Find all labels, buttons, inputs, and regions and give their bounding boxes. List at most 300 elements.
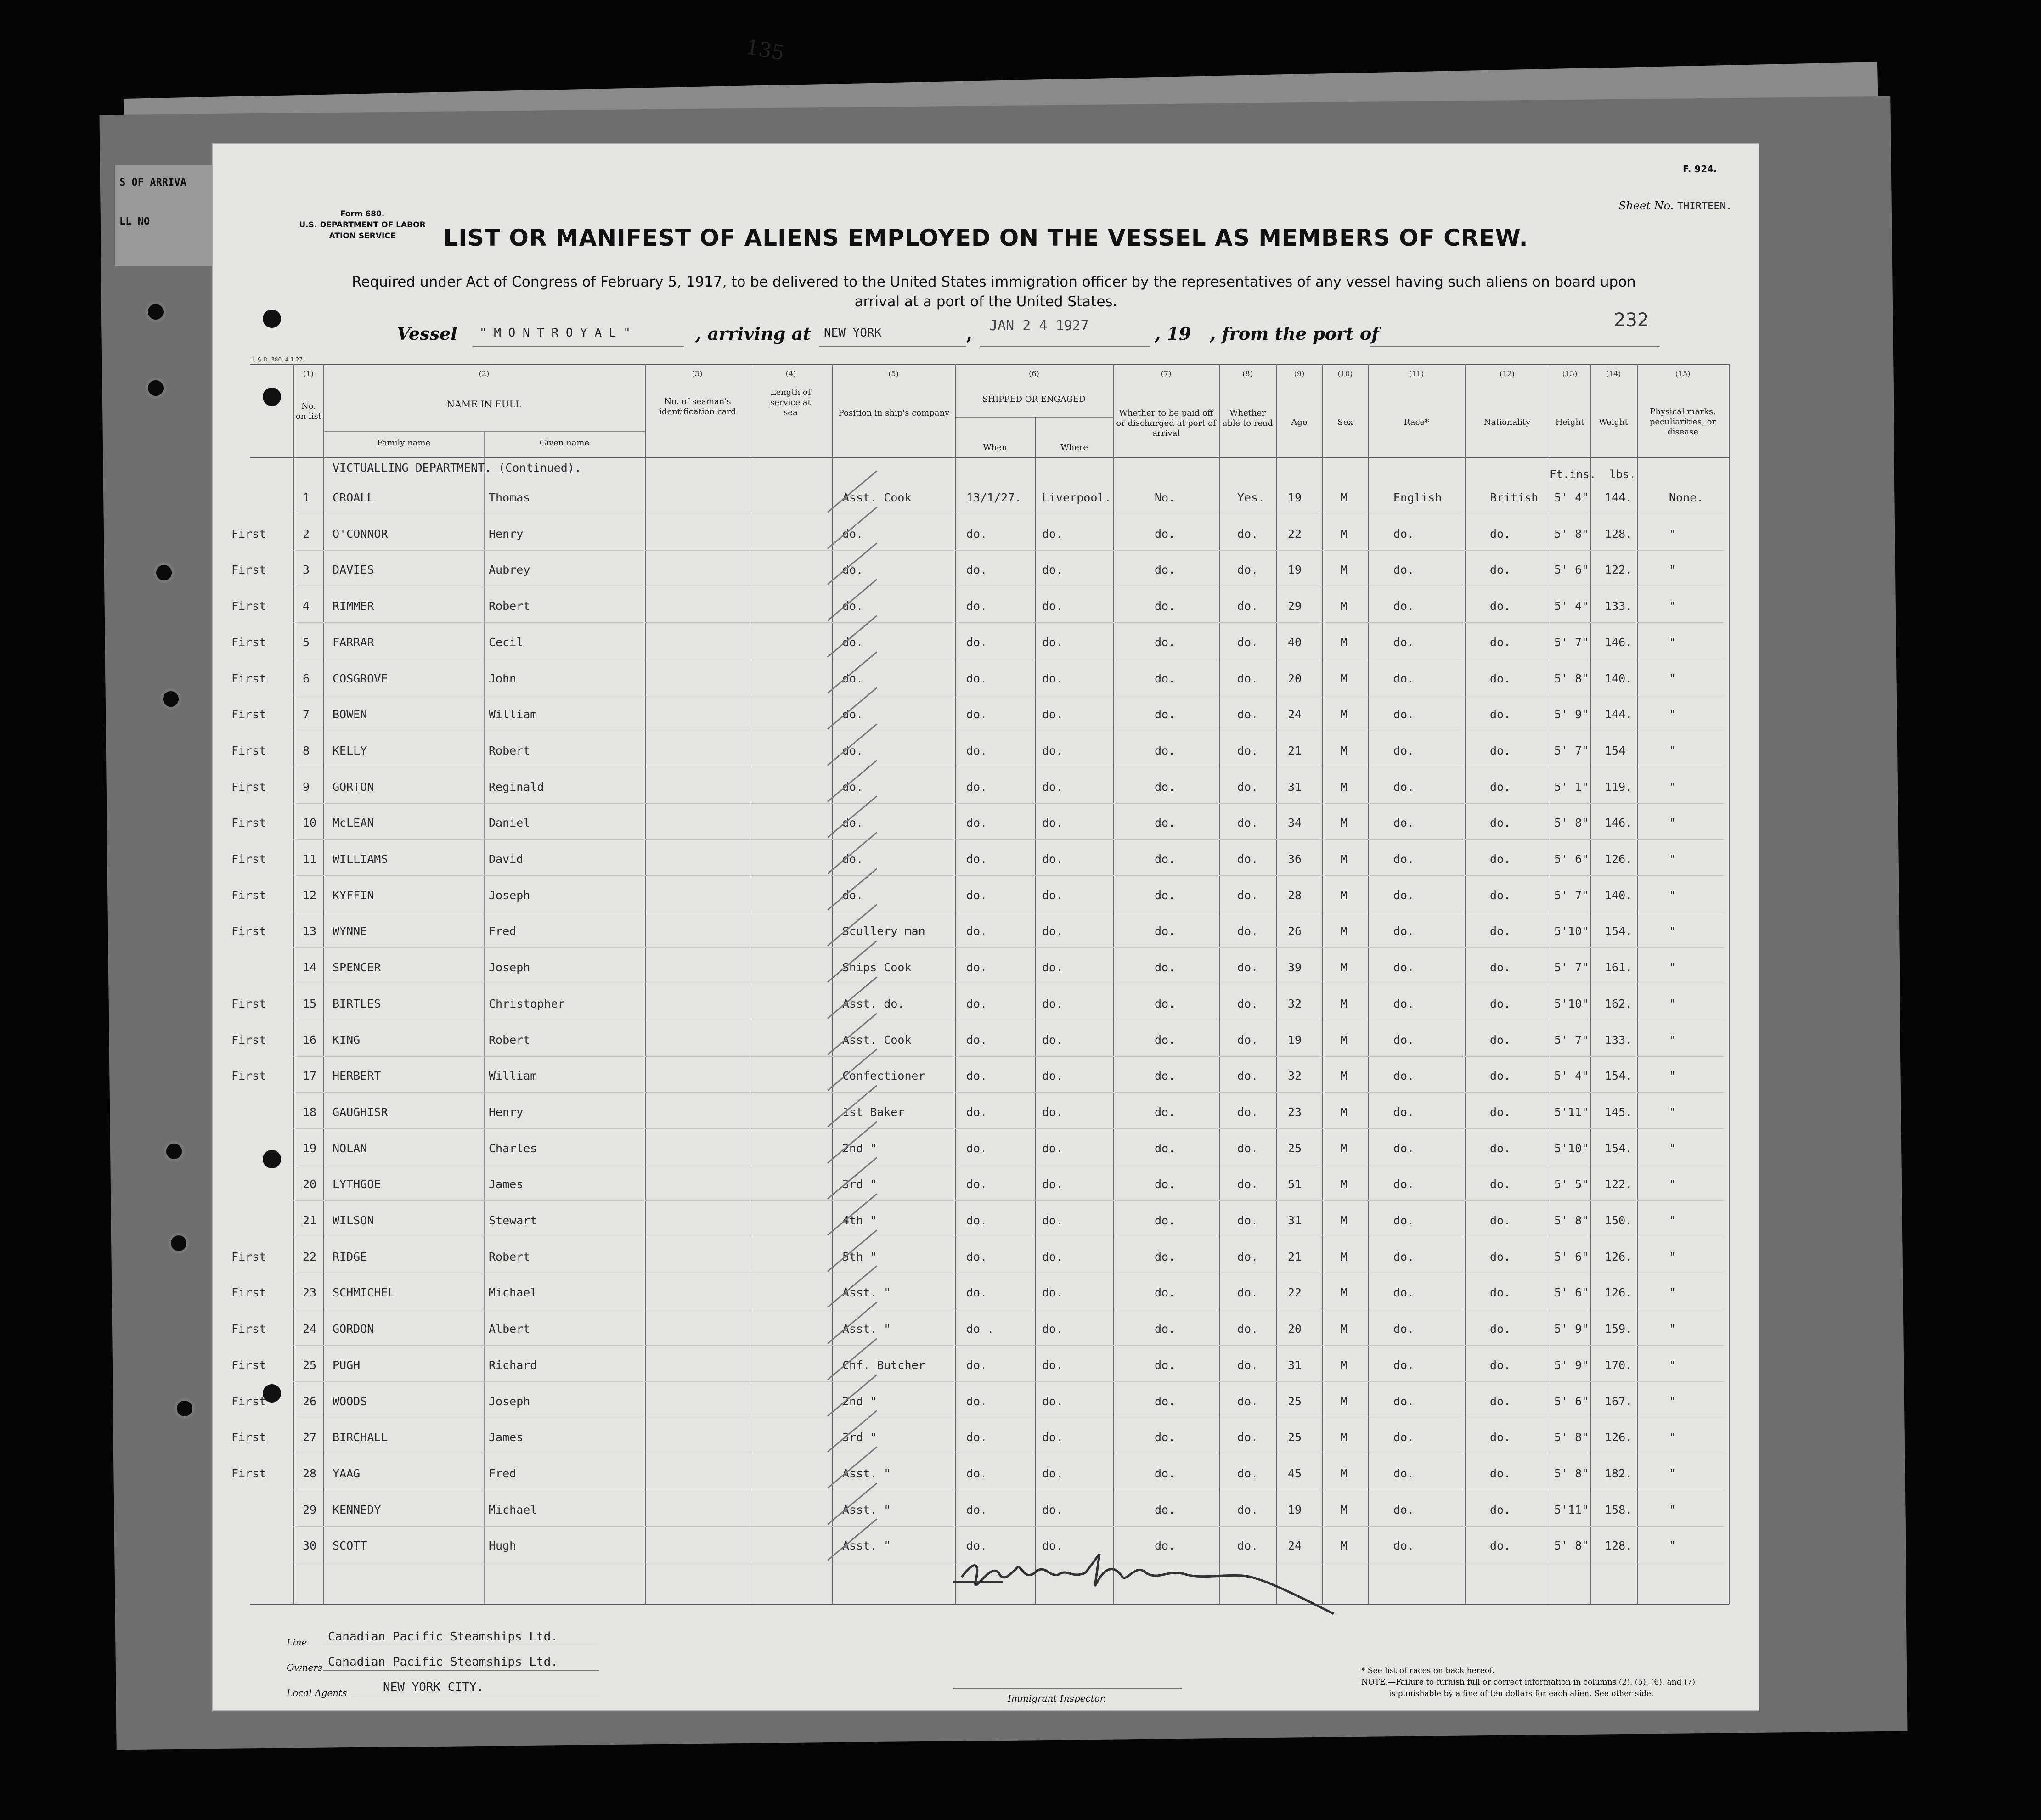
page-number: 232 [1614,310,1649,331]
weight: 145. [1605,1105,1633,1119]
given-name: William [489,1069,537,1083]
height: 5' 9" [1554,1358,1589,1372]
age: 20 [1288,671,1302,685]
sex: M [1341,491,1348,504]
binder-hole [148,380,164,396]
race: do. [1393,1033,1415,1047]
given-name: Robert [489,599,530,613]
row-number: 18 [303,1105,317,1119]
height: 5' 8" [1554,1539,1589,1553]
row-number: 24 [303,1322,317,1336]
row-rule [293,1200,1724,1201]
year-label: , 19 [1155,323,1191,344]
row-number: 4 [303,599,310,613]
height: 5' 9" [1554,708,1589,721]
family-name: GAUGHISR [333,1105,388,1119]
able-to-read: do. [1237,816,1258,830]
shipped-where: do. [1042,924,1063,938]
nationality: do. [1490,1250,1511,1263]
race: do. [1393,1358,1415,1372]
nationality: do. [1490,708,1511,721]
header-family-name: Family name [377,438,431,448]
col-num-14: (14) [1606,369,1621,378]
able-to-read: do. [1237,1069,1258,1083]
position: 3rd " [842,1178,877,1191]
height: 5' 8" [1554,1214,1589,1227]
age: 45 [1288,1466,1302,1480]
nationality: do. [1490,780,1511,794]
weight: 133. [1605,1033,1633,1047]
weight: 128. [1605,527,1633,541]
height: 5' 5" [1554,1178,1589,1191]
age: 19 [1288,491,1302,504]
port-underline [1370,346,1660,347]
race: do. [1393,671,1415,685]
able-to-read: do. [1237,1105,1258,1119]
age: 25 [1288,1141,1302,1155]
header-shipped-engaged: SHIPPED OR ENGAGED [982,394,1086,404]
able-to-read: do. [1237,744,1258,757]
binder-hole [263,388,281,406]
weight: 126. [1605,1250,1633,1263]
weight: 167. [1605,1394,1633,1408]
position: 2nd " [842,1394,877,1408]
arriving-underline [819,346,966,347]
weight: 159. [1605,1322,1633,1336]
nationality: do. [1490,997,1511,1010]
given-name: Albert [489,1322,530,1336]
able-to-read: do. [1237,1503,1258,1516]
family-name: KING [333,1033,361,1047]
race: do. [1393,1214,1415,1227]
owners-value: Canadian Pacific Steamships Ltd. [328,1655,558,1669]
row-marker: First [231,1466,266,1480]
given-name: Aubrey [489,563,530,577]
nationality: do. [1490,852,1511,866]
sex: M [1341,1358,1348,1372]
note-races: * See list of races on back hereof. [1361,1666,1495,1675]
shipped-divider [955,417,1113,418]
given-name: James [489,1178,524,1191]
race: do. [1393,1250,1415,1263]
paid-off: do. [1155,997,1176,1010]
family-name: GORDON [333,1322,374,1336]
race: do. [1393,961,1415,975]
col-num-10: (10) [1337,369,1353,378]
header-age: Age [1291,417,1308,427]
header-nationality: Nationality [1483,417,1531,427]
shipped-when: do. [966,1105,987,1119]
weight: 122. [1605,1178,1633,1191]
physical-marks: " [1669,888,1676,902]
height: 5' 6" [1554,852,1589,866]
position: Asst. " [842,1286,891,1300]
physical-marks: " [1669,563,1676,577]
family-name: WYNNE [333,924,367,938]
shipped-where: do. [1042,744,1063,757]
family-name: SPENCER [333,961,381,975]
paid-off: do. [1155,816,1176,830]
comma-separator: , [966,323,973,344]
position: 3rd " [842,1431,877,1444]
weight: 154. [1605,1141,1633,1155]
col-num-8: (8) [1242,369,1253,378]
sex: M [1341,852,1348,866]
col-num-12: (12) [1500,369,1515,378]
position: Confectioner [842,1069,925,1083]
row-marker: First [231,1322,266,1336]
col-num-1: (1) [303,369,314,378]
weight: 126. [1605,852,1633,866]
arriving-label: , arriving at [695,323,811,344]
physical-marks: " [1669,1358,1676,1372]
family-name: GORTON [333,780,374,794]
service-name: ATION SERVICE [329,231,396,241]
able-to-read: do. [1237,671,1258,685]
sex: M [1341,1214,1348,1227]
row-number: 23 [303,1286,317,1300]
paid-off: do. [1155,1250,1176,1263]
shipped-when: do. [966,924,987,938]
given-name: Joseph [489,1394,530,1408]
height: 5' 8" [1554,1431,1589,1444]
date-underline [980,346,1150,347]
owners-underline [323,1670,599,1671]
binder-hole [156,565,172,580]
sex: M [1341,635,1348,649]
weight: 162. [1605,997,1633,1010]
check-mark [827,687,877,730]
family-name: KENNEDY [333,1503,381,1516]
position: Asst. " [842,1539,891,1553]
paid-off: do. [1155,527,1176,541]
physical-marks: " [1669,1431,1676,1444]
row-marker: First [231,780,266,794]
able-to-read: do. [1237,708,1258,721]
row-marker: First [231,527,266,541]
family-name: CROALL [333,491,374,504]
paid-off: do. [1155,852,1176,866]
position: Asst. " [842,1466,891,1480]
given-name: Joseph [489,961,530,975]
able-to-read: Yes. [1237,491,1265,504]
col-num-4: (4) [785,369,796,378]
family-name: BOWEN [333,708,367,721]
height: 5' 6" [1554,1250,1589,1263]
sex: M [1341,1178,1348,1191]
row-number: 29 [303,1503,317,1516]
col-num-11: (11) [1409,369,1424,378]
shipped-where: do. [1042,1431,1063,1444]
row-number: 5 [303,635,310,649]
age: 32 [1288,997,1302,1010]
weight: 150. [1605,1214,1633,1227]
physical-marks: " [1669,1286,1676,1300]
height: 5' 1" [1554,780,1589,794]
physical-marks: " [1669,924,1676,938]
nationality: do. [1490,961,1511,975]
note-failure: NOTE.—Failure to furnish full or correct information in columns (2), (5), (6), and (7) [1361,1678,1695,1687]
age: 26 [1288,924,1302,938]
position: 2nd " [842,1141,877,1155]
check-mark [827,796,877,838]
check-mark [827,760,877,802]
row-marker: First [231,599,266,613]
given-name: Daniel [489,816,530,830]
able-to-read: do. [1237,1466,1258,1480]
sex: M [1341,563,1348,577]
position: do. [842,527,863,541]
binder-hole [163,691,179,707]
row-marker: First [231,1286,266,1300]
shipped-when: do. [966,1250,987,1263]
race: do. [1393,1466,1415,1480]
weight: 126. [1605,1431,1633,1444]
able-to-read: do. [1237,1178,1258,1191]
race: do. [1393,563,1415,577]
age: 34 [1288,816,1302,830]
family-name: BIRCHALL [333,1431,388,1444]
age: 31 [1288,1358,1302,1372]
shipped-where: do. [1042,1286,1063,1300]
row-number: 22 [303,1250,317,1263]
shipped-when: do. [966,1539,987,1553]
race: do. [1393,780,1415,794]
line-value: Canadian Pacific Steamships Ltd. [328,1630,558,1644]
check-mark [827,507,877,549]
sex: M [1341,816,1348,830]
check-mark [827,651,877,693]
check-mark [827,579,877,621]
row-number: 11 [303,852,317,866]
height: 5' 8" [1554,816,1589,830]
sex: M [1341,888,1348,902]
weight: 146. [1605,635,1633,649]
family-name: KYFFIN [333,888,374,902]
paid-off: do. [1155,1069,1176,1083]
nationality: do. [1490,599,1511,613]
given-name: Christopher [489,997,565,1010]
stub-label-1: S OF ARRIVA [119,177,186,188]
shipped-where: do. [1042,780,1063,794]
row-number: 16 [303,1033,317,1047]
vessel-name: " M O N T R O Y A L " [479,326,631,340]
height: 5' 8" [1554,671,1589,685]
race: do. [1393,1069,1415,1083]
header-physical-marks: Physical marks, peculiarities, or disease [1649,407,1716,437]
able-to-read: do. [1237,888,1258,902]
shipped-when: do. [966,1286,987,1300]
position: do. [842,816,863,830]
margin-note: 135 [744,35,786,65]
race: do. [1393,1503,1415,1516]
header-name-in-full: NAME IN FULL [446,399,522,410]
check-mark [827,832,877,874]
col-num-9: (9) [1294,369,1305,378]
vessel-label: Vessel [397,323,457,344]
physical-marks: " [1669,1178,1676,1191]
col-line [1035,417,1036,1604]
col-num-15: (15) [1675,369,1691,378]
paid-off: do. [1155,599,1176,613]
sheet-value: THIRTEEN. [1677,201,1732,212]
weight: 170. [1605,1358,1633,1372]
height: 5' 4" [1554,491,1589,504]
position: Asst. Cook [842,491,912,504]
table-top-border [250,364,1729,365]
line-label: Line [287,1637,307,1648]
position: Ships Cook [842,961,912,975]
shipped-where: do. [1042,563,1063,577]
physical-marks: " [1669,1322,1676,1336]
row-number: 10 [303,816,317,830]
nationality: do. [1490,1178,1511,1191]
shipped-where: do. [1042,1105,1063,1119]
row-number: 8 [303,744,310,757]
sex: M [1341,924,1348,938]
shipped-where: do. [1042,1214,1063,1227]
given-name: Michael [489,1503,537,1516]
weight: 128. [1605,1539,1633,1553]
shipped-when: do. [966,961,987,975]
position: Asst. do. [842,997,905,1010]
row-number: 30 [303,1539,317,1553]
col-num-5: (5) [888,369,899,378]
race: do. [1393,1141,1415,1155]
owners-label: Owners [287,1662,323,1673]
age: 31 [1288,780,1302,794]
weight: 140. [1605,888,1633,902]
shipped-when: do. [966,1394,987,1408]
row-rule [293,1526,1724,1527]
race: do. [1393,1431,1415,1444]
shipped-when: do. [966,635,987,649]
check-mark [827,615,877,657]
age: 24 [1288,708,1302,721]
shipped-where: do. [1042,852,1063,866]
family-name: BIRTLES [333,997,381,1010]
position: 5th " [842,1250,877,1263]
physical-marks: " [1669,744,1676,757]
sex: M [1341,1503,1348,1516]
shipped-when: 13/1/27. [966,491,1022,504]
row-number: 20 [303,1178,317,1191]
physical-marks: " [1669,1033,1676,1047]
nationality: do. [1490,1431,1511,1444]
shipped-when: do. [966,671,987,685]
sex: M [1341,1466,1348,1480]
header-race: Race* [1404,417,1429,427]
paid-off: do. [1155,1141,1176,1155]
binder-hole [166,1144,182,1159]
row-rule [293,803,1724,804]
row-marker: First [231,997,266,1010]
race: do. [1393,888,1415,902]
paid-off: do. [1155,1214,1176,1227]
weight: 154. [1605,1069,1633,1083]
physical-marks: " [1669,1539,1676,1553]
shipped-when: do. [966,563,987,577]
height: 5' 8" [1554,527,1589,541]
able-to-read: do. [1237,527,1258,541]
position: Asst. " [842,1503,891,1516]
able-to-read: do. [1237,1286,1258,1300]
shipped-when: do. [966,1358,987,1372]
able-to-read: do. [1237,961,1258,975]
header-where: Where [1060,443,1088,452]
physical-marks: " [1669,1069,1676,1083]
nationality: do. [1490,924,1511,938]
header-length-service: Length of service at sea [770,388,811,417]
col-num-3: (3) [692,369,703,378]
row-number: 2 [303,527,310,541]
row-number: 28 [303,1466,317,1480]
given-name: Robert [489,1033,530,1047]
header-sex: Sex [1337,417,1353,427]
able-to-read: do. [1237,852,1258,866]
height: 5'10" [1554,924,1589,938]
age: 40 [1288,635,1302,649]
race: do. [1393,708,1415,721]
position: Chf. Butcher [842,1358,925,1372]
physical-marks: " [1669,1141,1676,1155]
race: do. [1393,744,1415,757]
agents-label: Local Agents [287,1687,347,1698]
row-marker: First [231,635,266,649]
weight: 144. [1605,708,1633,721]
given-name: Robert [489,744,530,757]
able-to-read: do. [1237,635,1258,649]
family-name: O'CONNOR [333,527,388,541]
nationality: do. [1490,816,1511,830]
physical-marks: " [1669,635,1676,649]
shipped-when: do. [966,1069,987,1083]
given-name: David [489,852,524,866]
nationality: do. [1490,1286,1511,1300]
paid-off: do. [1155,1178,1176,1191]
nationality: do. [1490,1214,1511,1227]
shipped-where: do. [1042,816,1063,830]
physical-marks: " [1669,997,1676,1010]
race: do. [1393,1322,1415,1336]
shipped-when: do. [966,708,987,721]
given-name: Joseph [489,888,530,902]
inspector-signature [948,1536,1361,1628]
row-marker: First [231,1250,266,1263]
race: do. [1393,1286,1415,1300]
able-to-read: do. [1237,1033,1258,1047]
shipped-where: do. [1042,1250,1063,1263]
shipped-when: do. [966,1033,987,1047]
height: 5' 7" [1554,1033,1589,1047]
sex: M [1341,671,1348,685]
position: do. [842,780,863,794]
able-to-read: do. [1237,1141,1258,1155]
able-to-read: do. [1237,1431,1258,1444]
header-position: Position in ship's company [838,408,950,418]
col-line [484,431,485,1604]
paid-off: do. [1155,780,1176,794]
row-rule [293,1092,1724,1093]
race: do. [1393,599,1415,613]
nationality: do. [1490,1394,1511,1408]
able-to-read: do. [1237,1322,1258,1336]
age: 24 [1288,1539,1302,1553]
able-to-read: do. [1237,1250,1258,1263]
row-rule [293,1128,1724,1129]
nationality: do. [1490,671,1511,685]
age: 21 [1288,744,1302,757]
